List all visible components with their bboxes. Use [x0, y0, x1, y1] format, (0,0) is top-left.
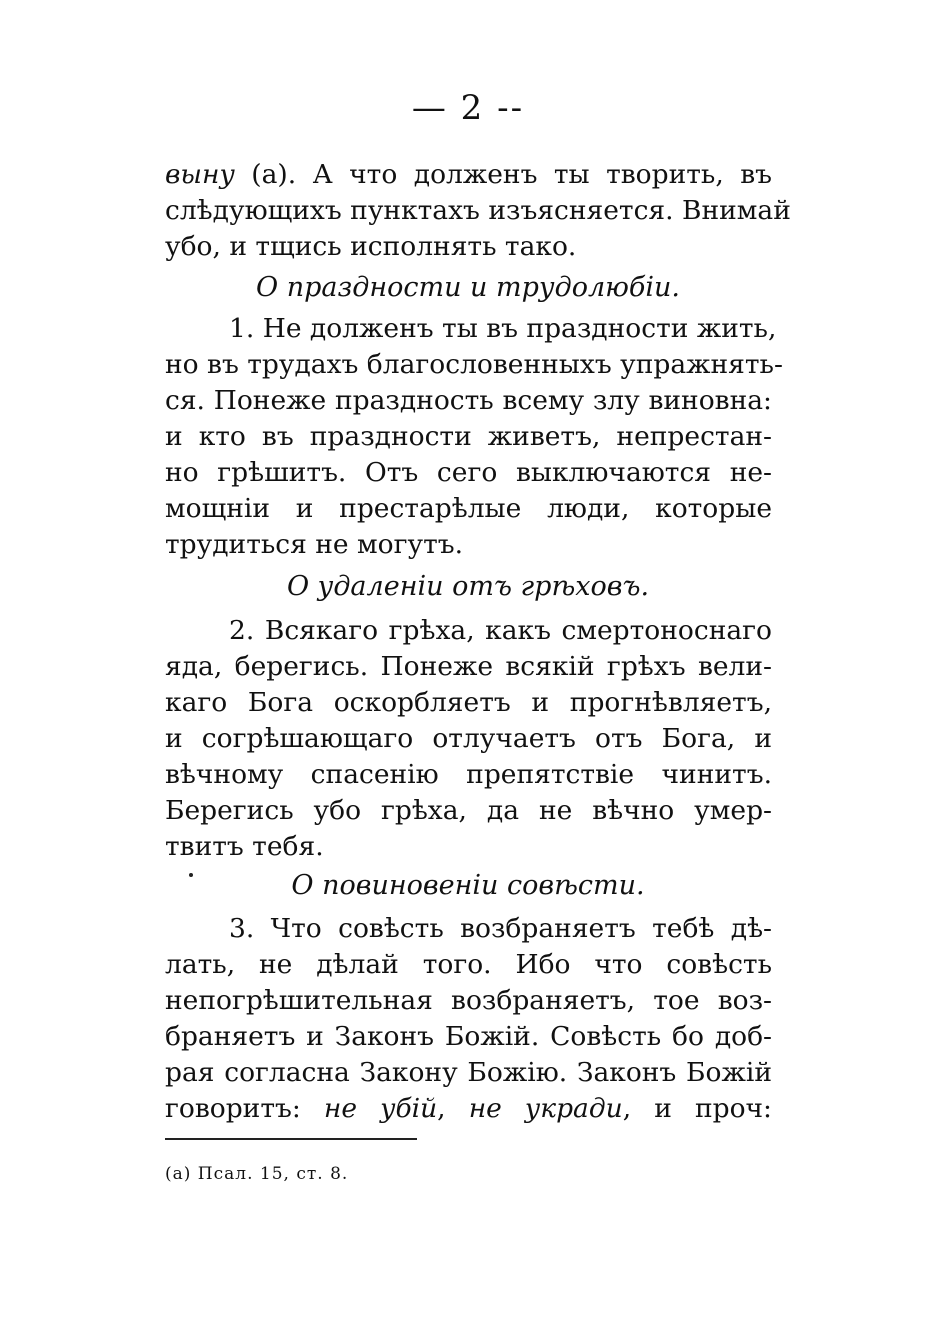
text-line: вѣчному спасенію препятствіе чинитъ.	[165, 759, 772, 790]
text-line: 2. Всякаго грѣха, какъ смертоноснаго	[229, 615, 772, 646]
text-line: убо, и тщись исполнять тако.	[165, 231, 577, 262]
text-line: 1. Не долженъ ты въ праздности жить,	[229, 313, 777, 344]
text-line: непогрѣшительная возбраняетъ, тое воз-	[165, 985, 772, 1016]
text-line: и согрѣшающаго отлучаетъ отъ Бога, и	[165, 723, 772, 754]
line-text: , и проч:	[622, 1093, 772, 1124]
text-line: лать, не дѣлай того. Ибо что совѣсть	[165, 949, 772, 980]
text-line	[165, 157, 772, 193]
italic-phrase: не укради	[468, 1093, 623, 1124]
text-line: ся. Понеже праздность всему злу виновна:	[165, 385, 772, 416]
text-line: рая согласна Закону Божію. Законъ Божій	[165, 1057, 772, 1088]
section-heading: О удаленіи отъ грѣховъ.	[286, 571, 650, 602]
text-line: твитъ тебя.	[165, 831, 324, 862]
text-line: браняетъ и Законъ Божій. Совѣсть бо доб-	[165, 1021, 772, 1052]
footnote-rule	[165, 1138, 417, 1140]
text-line	[165, 1091, 772, 1127]
section-heading: О праздности и трудолюбіи.	[256, 272, 680, 303]
italic-word: выну	[165, 159, 235, 190]
page-number: — 2 --	[411, 88, 525, 128]
text-line: и кто въ праздности живетъ, непрестан-	[165, 421, 772, 452]
line-text: ,	[437, 1093, 446, 1124]
text-line: каго Бога оскорбляетъ и прогнѣвляетъ,	[165, 687, 772, 718]
text-line: но въ трудахъ благословенныхъ упражнять-	[165, 349, 783, 380]
text-line: мощніи и престарѣлые люди, которые	[165, 493, 772, 524]
italic-phrase: не убій	[323, 1093, 438, 1124]
line-text: (а). А что долженъ ты творить, въ	[234, 159, 772, 190]
line-text: говоритъ:	[165, 1093, 301, 1124]
footnote: (а) Псал. 15, ст. 8.	[165, 1164, 349, 1184]
text-line: трудиться не могутъ.	[165, 529, 464, 560]
text-line: яда, берегись. Понеже всякій грѣхъ вели-	[165, 651, 772, 682]
text-line: но грѣшитъ. Отъ сего выключаются не-	[165, 457, 772, 488]
text-line: 3. Что совѣсть возбраняетъ тебѣ дѣ-	[229, 913, 772, 944]
text-line: слѣдующихъ пунктахъ изъясняется. Внимай	[165, 195, 791, 226]
section-heading: О повиновеніи совѣсти.	[291, 870, 645, 901]
text-line: Берегись убо грѣха, да не вѣчно умер-	[165, 795, 772, 826]
